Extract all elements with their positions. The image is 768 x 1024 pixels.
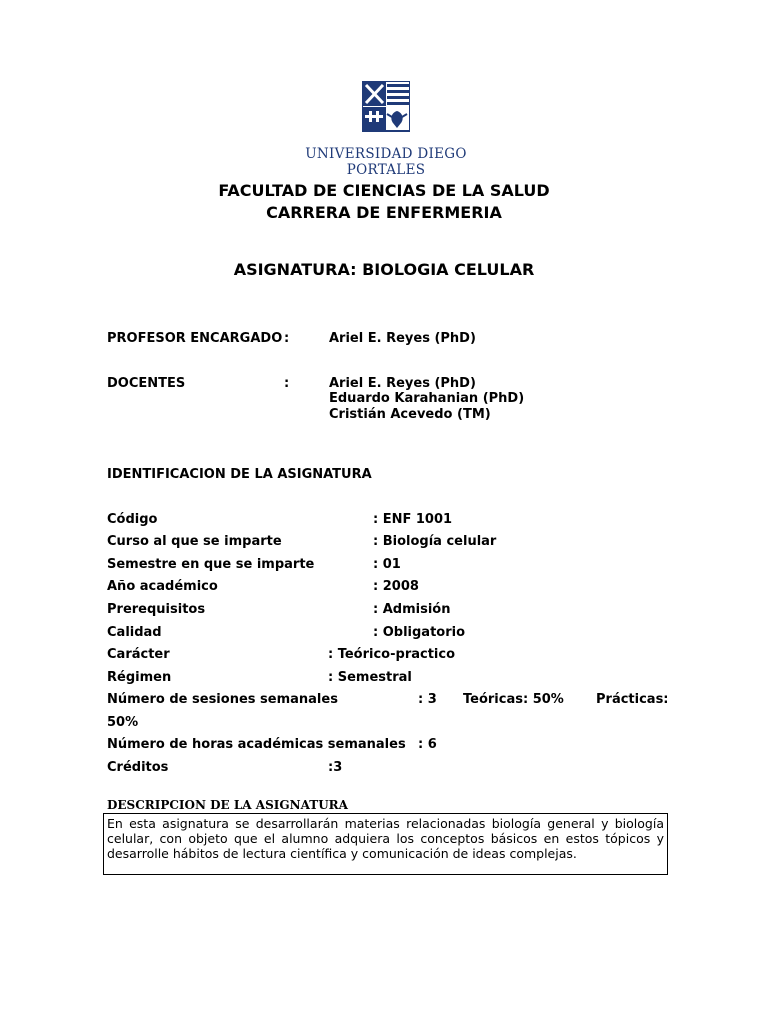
faculty-heading: FACULTAD DE CIENCIAS DE LA SALUD bbox=[218, 181, 550, 200]
description-text: En esta asignatura se desarrollarán materias relacionadas biología general y biología celular, con objeto que el alumno adquiera los conceptos básicos en estos tópicos y desarrolle hábitos de lectura científica y comunicación de ideas complejas. bbox=[107, 816, 664, 861]
creditos-label: Créditos bbox=[107, 760, 169, 775]
row-value: : Biología celular bbox=[373, 534, 497, 549]
row-label: Curso al que se imparte bbox=[107, 534, 282, 549]
university-crest-icon bbox=[362, 81, 410, 141]
creditos-value: :3 bbox=[328, 760, 343, 775]
profesor-label: PROFESOR ENCARGADO bbox=[107, 331, 283, 346]
row-value: : Admisión bbox=[373, 602, 451, 617]
identification-title: IDENTIFICACION DE LA ASIGNATURA bbox=[107, 467, 372, 482]
row-value: : ENF 1001 bbox=[373, 512, 453, 527]
subject-title: ASIGNATURA: BIOLOGIA CELULAR bbox=[233, 260, 535, 279]
career-heading: CARRERA DE ENFERMERIA bbox=[266, 203, 502, 222]
docentes-colon: : bbox=[284, 376, 290, 391]
profesor-colon: : bbox=[284, 331, 290, 346]
row-value: : Semestral bbox=[328, 670, 412, 685]
docente-item: Cristián Acevedo (TM) bbox=[329, 407, 491, 422]
row-label: Año académico bbox=[107, 579, 218, 594]
university-name: UNIVERSIDAD DIEGO PORTALES bbox=[305, 146, 467, 178]
row-label: Carácter bbox=[107, 647, 170, 662]
horas-label: Número de horas académicas semanales bbox=[107, 737, 406, 752]
docente-item: Eduardo Karahanian (PhD) bbox=[329, 391, 525, 406]
docente-item: Ariel E. Reyes (PhD) bbox=[329, 376, 476, 391]
row-value: : Teórico-practico bbox=[328, 647, 456, 662]
horas-value: : 6 bbox=[418, 737, 437, 752]
practicas-label: Prácticas: bbox=[596, 692, 669, 707]
row-label: Prerequisitos bbox=[107, 602, 206, 617]
row-label: Semestre en que se imparte bbox=[107, 557, 315, 572]
row-value: : 2008 bbox=[373, 579, 419, 594]
description-box bbox=[103, 813, 668, 875]
teoricas-value: Teóricas: 50% bbox=[463, 692, 564, 707]
practicas-value: 50% bbox=[107, 715, 139, 730]
sesiones-label: Número de sesiones semanales bbox=[107, 692, 338, 707]
profesor-value: Ariel E. Reyes (PhD) bbox=[329, 331, 476, 346]
row-label: Calidad bbox=[107, 625, 162, 640]
row-value: : Obligatorio bbox=[373, 625, 466, 640]
docentes-label: DOCENTES bbox=[107, 376, 186, 391]
description-title: DESCRIPCION DE LA ASIGNATURA bbox=[107, 798, 348, 812]
row-label: Régimen bbox=[107, 670, 172, 685]
row-value: : 01 bbox=[373, 557, 401, 572]
sesiones-value: : 3 bbox=[418, 692, 437, 707]
university-logo bbox=[268, 64, 504, 178]
row-label: Código bbox=[107, 512, 158, 527]
